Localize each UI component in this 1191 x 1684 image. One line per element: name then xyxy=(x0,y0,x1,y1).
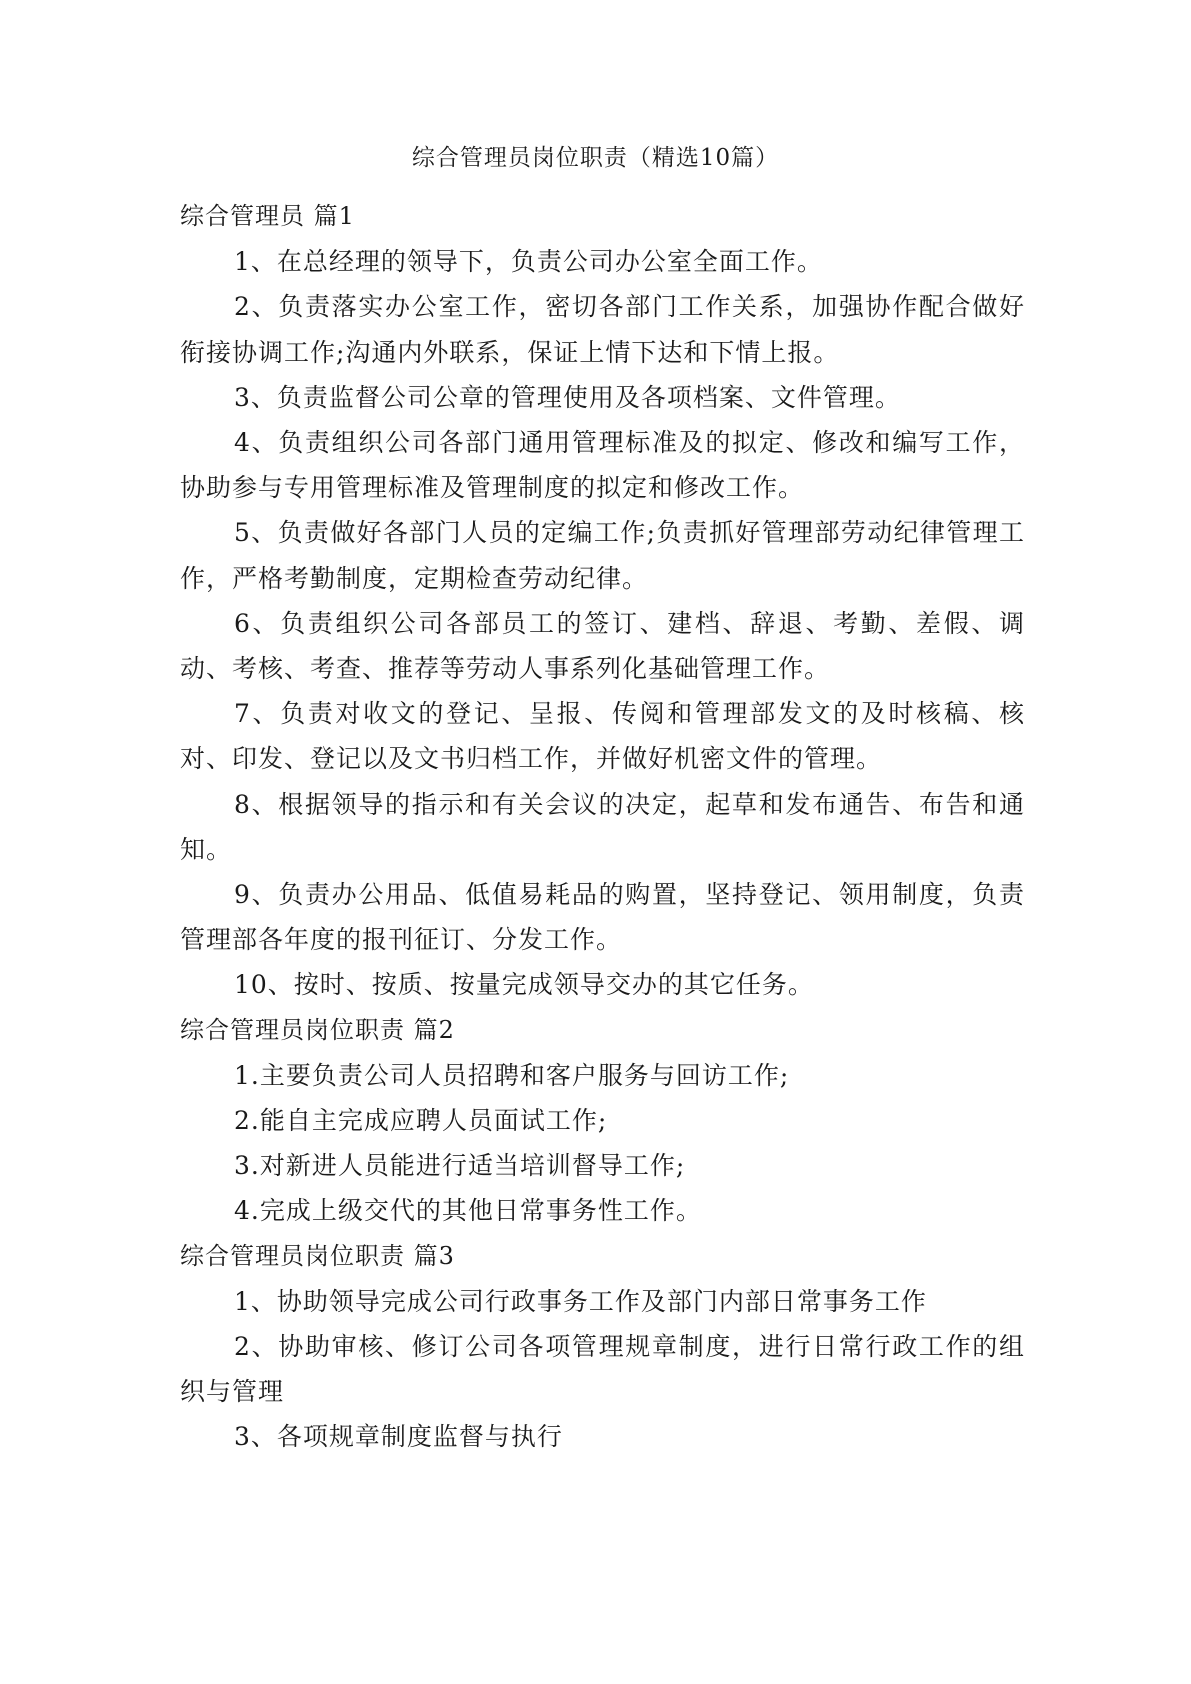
section-3 xyxy=(180,1234,1025,1460)
paragraph: 10、按时、按质、按量完成领导交办的其它任务。 xyxy=(234,970,814,1000)
paragraph: 1.主要负责公司人员招聘和客户服务与回访工作; xyxy=(234,1060,790,1090)
section-2 xyxy=(180,1008,1025,1234)
paragraph: 1、协助领导完成公司行政事务工作及部门内部日常事务工作 xyxy=(234,1286,927,1316)
paragraph: 3.对新进人员能进行适当培训督导工作; xyxy=(234,1151,686,1181)
section-1 xyxy=(180,194,1025,1008)
section-heading: 综合管理员岗位职责 篇2 xyxy=(180,1015,455,1044)
paragraph: 3、负责监督公司公章的管理使用及各项档案、文件管理。 xyxy=(234,382,901,412)
paragraph: 8、根据领导的指示和有关会议的决定，起草和发布通告、布告和通知。 xyxy=(180,789,1025,864)
paragraph: 2、负责落实办公室工作，密切各部门工作关系，加强协作配合做好衔接协调工作;沟通内外联系，保证上情下达和下情上报。 xyxy=(180,292,1025,367)
document-body xyxy=(180,194,1025,1460)
paragraph: 7、负责对收文的登记、呈报、传阅和管理部发文的及时核稿、核对、印发、登记以及文书归档工作，并做好机密文件的管理。 xyxy=(180,699,1025,774)
paragraph: 9、负责办公用品、低值易耗品的购置，坚持登记、领用制度，负责管理部各年度的报刊征订、分发工作。 xyxy=(180,880,1025,955)
paragraph: 4、负责组织公司各部门通用管理标准及的拟定、修改和编写工作，协助参与专用管理标准及管理制度的拟定和修改工作。 xyxy=(180,428,1025,503)
paragraph: 6、负责组织公司各部员工的签订、建档、辞退、考勤、差假、调动、考核、考查、推荐等劳动人事系列化基础管理工作。 xyxy=(180,608,1025,684)
paragraph: 4.完成上级交代的其他日常事务性工作。 xyxy=(234,1196,702,1226)
paragraph: 3、各项规章制度监督与执行 xyxy=(234,1422,563,1452)
paragraph: 5、负责做好各部门人员的定编工作;负责抓好管理部劳动纪律管理工作，严格考勤制度，定期检查劳动纪律。 xyxy=(180,518,1025,593)
paragraph: 2、协助审核、修订公司各项管理规章制度，进行日常行政工作的组织与管理 xyxy=(180,1332,1025,1407)
section-heading: 综合管理员岗位职责 篇3 xyxy=(180,1241,455,1270)
section-heading: 综合管理员 篇1 xyxy=(180,202,355,230)
paragraph: 1、在总经理的领导下，负责公司办公室全面工作。 xyxy=(234,247,823,277)
document-title: 综合管理员岗位职责（精选10篇） xyxy=(411,145,780,171)
paragraph: 2.能自主完成应聘人员面试工作; xyxy=(234,1106,608,1136)
